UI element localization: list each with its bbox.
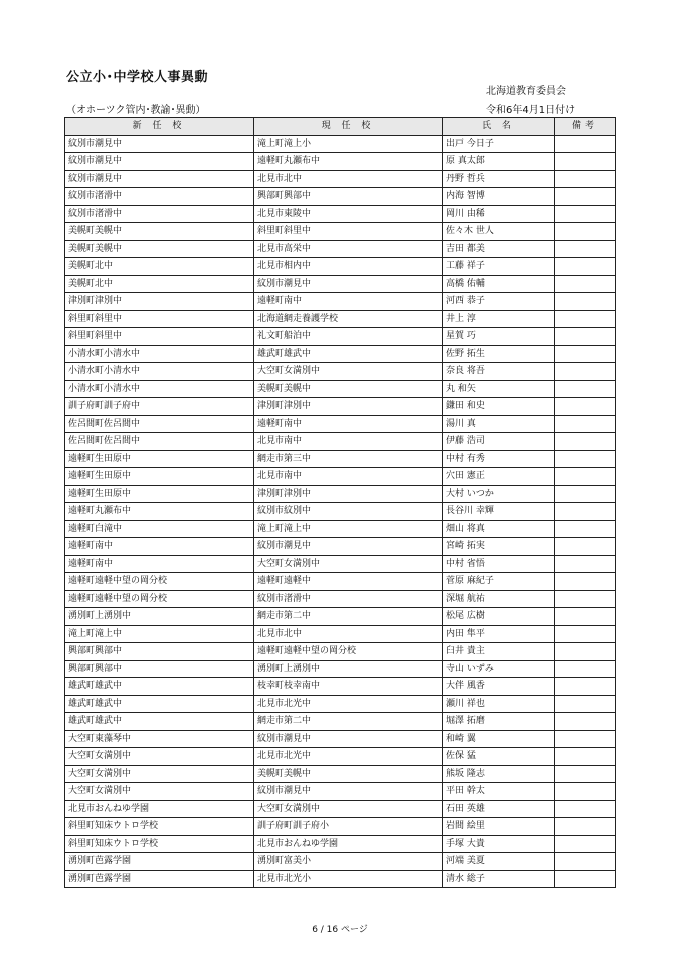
- remarks-cell: [555, 415, 616, 433]
- name-cell: 大伴 風香: [443, 678, 555, 696]
- current-school-cell: 北見市高栄中: [254, 240, 443, 258]
- remarks-cell: [555, 853, 616, 871]
- new-school-cell: 遠軽町南中: [65, 538, 254, 556]
- table-row: [65, 748, 616, 766]
- table-row: [65, 835, 616, 853]
- name-cell: 畑山 将真: [443, 520, 555, 538]
- table-row: [65, 415, 616, 433]
- table-row: [65, 853, 616, 871]
- new-school-cell: 興部町興部中: [65, 643, 254, 661]
- region-subtitle: （オホーツク管内･教諭･異動）: [66, 105, 206, 116]
- current-school-cell: 北見市北中: [254, 625, 443, 643]
- new-school-cell: 雄武町雄武中: [65, 713, 254, 731]
- current-school-cell: 大空町女満別中: [254, 555, 443, 573]
- name-cell: 出戸 今日子: [443, 135, 555, 153]
- table-row: [65, 310, 616, 328]
- table-row: [65, 153, 616, 171]
- current-school-cell: 北海道網走養護学校: [254, 310, 443, 328]
- name-cell: 大村 いつか: [443, 485, 555, 503]
- remarks-cell: [555, 380, 616, 398]
- current-school-cell: 雄武町雄武中: [254, 345, 443, 363]
- current-school-cell: 紋別市潮見中: [254, 783, 443, 801]
- header-new-school: 新 任 校: [65, 118, 254, 136]
- table-row: [65, 485, 616, 503]
- name-cell: 河端 美夏: [443, 853, 555, 871]
- remarks-cell: [555, 503, 616, 521]
- table-row: [65, 188, 616, 206]
- new-school-cell: 美幌町美幌中: [65, 223, 254, 241]
- table-header-row: [65, 118, 616, 136]
- new-school-cell: 興部町興部中: [65, 660, 254, 678]
- name-cell: 工藤 祥子: [443, 258, 555, 276]
- current-school-cell: 北見市北光小: [254, 870, 443, 888]
- table-row: [65, 573, 616, 591]
- new-school-cell: 紋別市潮見中: [65, 153, 254, 171]
- new-school-cell: 小清水町小清水中: [65, 380, 254, 398]
- name-cell: 井上 淳: [443, 310, 555, 328]
- new-school-cell: 小清水町小清水中: [65, 345, 254, 363]
- name-cell: 清水 総子: [443, 870, 555, 888]
- current-school-cell: 訓子府町訓子府小: [254, 818, 443, 836]
- current-school-cell: 北見市北中: [254, 170, 443, 188]
- current-school-cell: 湧別町上湧別中: [254, 660, 443, 678]
- new-school-cell: 遠軽町生田原中: [65, 450, 254, 468]
- new-school-cell: 佐呂間町佐呂間中: [65, 415, 254, 433]
- current-school-cell: 滝上町滝上中: [254, 520, 443, 538]
- current-school-cell: 遠軽町遠軽中: [254, 573, 443, 591]
- name-cell: 中村 省悟: [443, 555, 555, 573]
- new-school-cell: 佐呂間町佐呂間中: [65, 433, 254, 451]
- current-school-cell: 遠軽町南中: [254, 293, 443, 311]
- new-school-cell: 津別町津別中: [65, 293, 254, 311]
- remarks-cell: [555, 485, 616, 503]
- remarks-cell: [555, 783, 616, 801]
- current-school-cell: 北見市北光中: [254, 748, 443, 766]
- table-row: [65, 590, 616, 608]
- new-school-cell: 美幌町北中: [65, 258, 254, 276]
- current-school-cell: 興部町興部中: [254, 188, 443, 206]
- name-cell: 丹野 哲兵: [443, 170, 555, 188]
- name-cell: 堀澤 拓磨: [443, 713, 555, 731]
- table-row: [65, 503, 616, 521]
- table-row: [65, 625, 616, 643]
- current-school-cell: 北見市南中: [254, 433, 443, 451]
- name-cell: 湯川 真: [443, 415, 555, 433]
- table-row: [65, 783, 616, 801]
- name-cell: 松尾 広樹: [443, 608, 555, 626]
- new-school-cell: 紋別市潮見中: [65, 170, 254, 188]
- remarks-cell: [555, 275, 616, 293]
- table-row: [65, 818, 616, 836]
- remarks-cell: [555, 590, 616, 608]
- table-row: [65, 468, 616, 486]
- remarks-cell: [555, 188, 616, 206]
- new-school-cell: 大空町女満別中: [65, 748, 254, 766]
- effective-date: 令和6年4月1日付け: [486, 105, 576, 116]
- new-school-cell: 遠軽町遠軽中望の岡分校: [65, 573, 254, 591]
- new-school-cell: 湧別町芭露学園: [65, 853, 254, 871]
- current-school-cell: 紋別市潮見中: [254, 730, 443, 748]
- current-school-cell: 遠軽町丸瀬布中: [254, 153, 443, 171]
- name-cell: 原 真太郎: [443, 153, 555, 171]
- table-row: [65, 258, 616, 276]
- name-cell: 菅原 麻紀子: [443, 573, 555, 591]
- new-school-cell: 美幌町北中: [65, 275, 254, 293]
- remarks-cell: [555, 363, 616, 381]
- name-cell: 寺山 いずみ: [443, 660, 555, 678]
- new-school-cell: 遠軽町生田原中: [65, 485, 254, 503]
- page-number: 6 / 16 ページ: [312, 925, 368, 935]
- current-school-cell: 北見市北光中: [254, 695, 443, 713]
- table-row: [65, 240, 616, 258]
- remarks-cell: [555, 170, 616, 188]
- name-cell: 伊藤 浩司: [443, 433, 555, 451]
- name-cell: 石田 英雄: [443, 800, 555, 818]
- table-row: [65, 520, 616, 538]
- current-school-cell: 津別町津別中: [254, 398, 443, 416]
- table-row: [65, 713, 616, 731]
- name-cell: 長谷川 幸輝: [443, 503, 555, 521]
- remarks-cell: [555, 520, 616, 538]
- new-school-cell: 遠軽町白滝中: [65, 520, 254, 538]
- name-cell: 熊坂 隆志: [443, 765, 555, 783]
- remarks-cell: [555, 433, 616, 451]
- remarks-cell: [555, 765, 616, 783]
- new-school-cell: 小清水町小清水中: [65, 363, 254, 381]
- remarks-cell: [555, 240, 616, 258]
- current-school-cell: 網走市第三中: [254, 450, 443, 468]
- new-school-cell: 紋別市潮見中: [65, 135, 254, 153]
- table-row: [65, 660, 616, 678]
- table-row: [65, 433, 616, 451]
- remarks-cell: [555, 205, 616, 223]
- new-school-cell: 大空町女満別中: [65, 765, 254, 783]
- name-cell: 吉田 都美: [443, 240, 555, 258]
- name-cell: 佐野 拓生: [443, 345, 555, 363]
- table-row: [65, 765, 616, 783]
- remarks-cell: [555, 223, 616, 241]
- remarks-cell: [555, 643, 616, 661]
- remarks-cell: [555, 153, 616, 171]
- new-school-cell: 遠軽町南中: [65, 555, 254, 573]
- table-row: [65, 398, 616, 416]
- table-row: [65, 345, 616, 363]
- current-school-cell: 滝上町滝上小: [254, 135, 443, 153]
- new-school-cell: 湧別町芭露学園: [65, 870, 254, 888]
- name-cell: 平田 幹太: [443, 783, 555, 801]
- name-cell: 星賀 巧: [443, 328, 555, 346]
- name-cell: 丸 和矢: [443, 380, 555, 398]
- new-school-cell: 滝上町滝上中: [65, 625, 254, 643]
- name-cell: 河西 恭子: [443, 293, 555, 311]
- name-cell: 手塚 大貴: [443, 835, 555, 853]
- table-row: [65, 205, 616, 223]
- current-school-cell: 北見市南中: [254, 468, 443, 486]
- name-cell: 瀬川 祥也: [443, 695, 555, 713]
- remarks-cell: [555, 573, 616, 591]
- table-row: [65, 608, 616, 626]
- remarks-cell: [555, 713, 616, 731]
- table-row: [65, 223, 616, 241]
- current-school-cell: 網走市第二中: [254, 608, 443, 626]
- table-row: [65, 678, 616, 696]
- new-school-cell: 美幌町美幌中: [65, 240, 254, 258]
- remarks-cell: [555, 660, 616, 678]
- remarks-cell: [555, 835, 616, 853]
- table-row: [65, 643, 616, 661]
- current-school-cell: 津別町津別中: [254, 485, 443, 503]
- remarks-cell: [555, 730, 616, 748]
- new-school-cell: 斜里町知床ウトロ学校: [65, 818, 254, 836]
- table-row: [65, 170, 616, 188]
- remarks-cell: [555, 398, 616, 416]
- personnel-table: [64, 117, 616, 888]
- new-school-cell: 紋別市渚滑中: [65, 205, 254, 223]
- remarks-cell: [555, 310, 616, 328]
- remarks-cell: [555, 695, 616, 713]
- current-school-cell: 網走市第二中: [254, 713, 443, 731]
- new-school-cell: 湧別町上湧別中: [65, 608, 254, 626]
- remarks-cell: [555, 450, 616, 468]
- remarks-cell: [555, 345, 616, 363]
- table-row: [65, 800, 616, 818]
- current-school-cell: 湧別町富美小: [254, 853, 443, 871]
- new-school-cell: 北見市おんねゆ学園: [65, 800, 254, 818]
- current-school-cell: 美幌町美幌中: [254, 765, 443, 783]
- remarks-cell: [555, 328, 616, 346]
- new-school-cell: 雄武町雄武中: [65, 695, 254, 713]
- table-row: [65, 870, 616, 888]
- table-row: [65, 450, 616, 468]
- name-cell: 内海 智博: [443, 188, 555, 206]
- table-row: [65, 555, 616, 573]
- new-school-cell: 遠軽町生田原中: [65, 468, 254, 486]
- current-school-cell: 北見市相内中: [254, 258, 443, 276]
- header-name: 氏 名: [443, 118, 555, 136]
- remarks-cell: [555, 625, 616, 643]
- new-school-cell: 遠軽町遠軽中望の岡分校: [65, 590, 254, 608]
- remarks-cell: [555, 538, 616, 556]
- current-school-cell: 北見市東陵中: [254, 205, 443, 223]
- remarks-cell: [555, 818, 616, 836]
- remarks-cell: [555, 678, 616, 696]
- table-row: [65, 328, 616, 346]
- table-row: [65, 695, 616, 713]
- name-cell: 宮崎 拓実: [443, 538, 555, 556]
- table-row: [65, 538, 616, 556]
- current-school-cell: 紋別市紋別中: [254, 503, 443, 521]
- current-school-cell: 斜里町斜里中: [254, 223, 443, 241]
- new-school-cell: 雄武町雄武中: [65, 678, 254, 696]
- current-school-cell: 美幌町美幌中: [254, 380, 443, 398]
- name-cell: 佐保 猛: [443, 748, 555, 766]
- current-school-cell: 大空町女満別中: [254, 363, 443, 381]
- current-school-cell: 遠軽町南中: [254, 415, 443, 433]
- current-school-cell: 礼文町船泊中: [254, 328, 443, 346]
- document-title: 公立小･中学校人事異動: [66, 70, 209, 85]
- current-school-cell: 遠軽町遠軽中望の岡分校: [254, 643, 443, 661]
- current-school-cell: 枝幸町枝幸南中: [254, 678, 443, 696]
- current-school-cell: 北見市おんねゆ学園: [254, 835, 443, 853]
- name-cell: 深堀 航祐: [443, 590, 555, 608]
- new-school-cell: 斜里町斜里中: [65, 328, 254, 346]
- current-school-cell: 紋別市渚滑中: [254, 590, 443, 608]
- name-cell: 鎌田 和史: [443, 398, 555, 416]
- current-school-cell: 紋別市潮見中: [254, 538, 443, 556]
- table-row: [65, 135, 616, 153]
- name-cell: 高橋 佑輔: [443, 275, 555, 293]
- new-school-cell: 大空町東藻琴中: [65, 730, 254, 748]
- name-cell: 穴田 憲正: [443, 468, 555, 486]
- remarks-cell: [555, 258, 616, 276]
- remarks-cell: [555, 608, 616, 626]
- name-cell: 臼井 貴主: [443, 643, 555, 661]
- remarks-cell: [555, 800, 616, 818]
- new-school-cell: 斜里町知床ウトロ学校: [65, 835, 254, 853]
- name-cell: 岡川 由稀: [443, 205, 555, 223]
- header-current-school: 現 任 校: [254, 118, 443, 136]
- current-school-cell: 大空町女満別中: [254, 800, 443, 818]
- name-cell: 岩間 絵里: [443, 818, 555, 836]
- remarks-cell: [555, 468, 616, 486]
- remarks-cell: [555, 870, 616, 888]
- table-row: [65, 363, 616, 381]
- remarks-cell: [555, 293, 616, 311]
- current-school-cell: 紋別市潮見中: [254, 275, 443, 293]
- remarks-cell: [555, 748, 616, 766]
- new-school-cell: 訓子府町訓子府中: [65, 398, 254, 416]
- remarks-cell: [555, 555, 616, 573]
- name-cell: 佐々木 世人: [443, 223, 555, 241]
- name-cell: 奈良 将吾: [443, 363, 555, 381]
- new-school-cell: 遠軽町丸瀬布中: [65, 503, 254, 521]
- new-school-cell: 斜里町斜里中: [65, 310, 254, 328]
- table-row: [65, 380, 616, 398]
- name-cell: 内田 隼平: [443, 625, 555, 643]
- header-remarks: 備考: [555, 118, 616, 136]
- remarks-cell: [555, 135, 616, 153]
- table-row: [65, 293, 616, 311]
- name-cell: 中村 有秀: [443, 450, 555, 468]
- organization-name: 北海道教育委員会: [486, 86, 566, 97]
- table-body: [65, 135, 616, 888]
- name-cell: 和崎 翼: [443, 730, 555, 748]
- table-row: [65, 275, 616, 293]
- new-school-cell: 紋別市渚滑中: [65, 188, 254, 206]
- table-row: [65, 730, 616, 748]
- new-school-cell: 大空町女満別中: [65, 783, 254, 801]
